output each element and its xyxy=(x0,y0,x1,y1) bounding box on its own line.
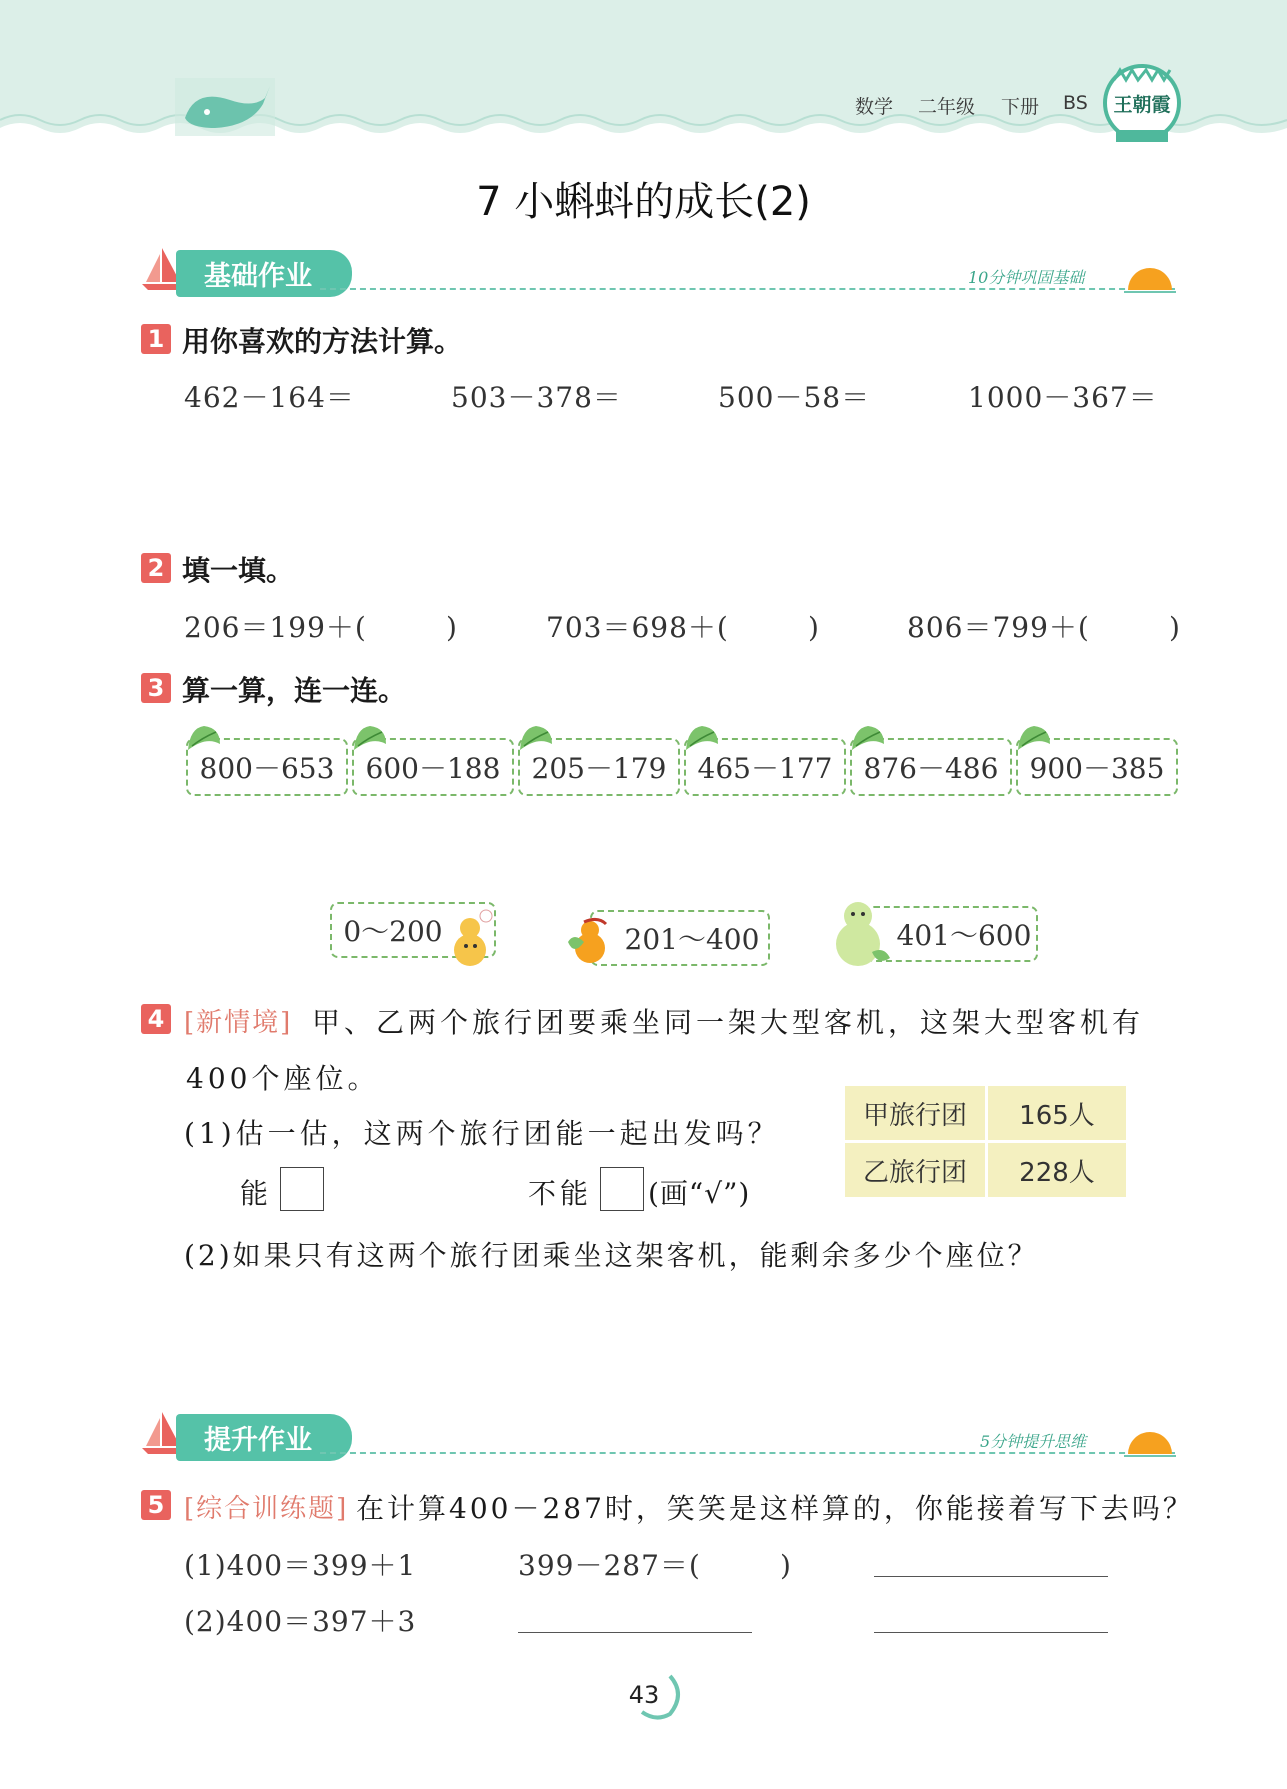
leaf-icon xyxy=(350,724,390,754)
q5-line1-step: 399－287＝( ) xyxy=(518,1549,792,1582)
q1-number: 1 xyxy=(141,324,171,354)
q1-item: 462－164＝ xyxy=(184,381,355,414)
q3-range-box[interactable] xyxy=(590,910,770,966)
header-subject: 数学 xyxy=(855,96,894,118)
section-basic-divider xyxy=(320,288,1175,290)
gourd-icon xyxy=(448,906,500,970)
q4-text-line1: 甲、乙两个旅行团要乘坐同一架大型客机，这架大型客机有 xyxy=(312,1006,1145,1039)
q1-item: 1000－367＝ xyxy=(968,381,1158,414)
q2-number: 2 xyxy=(141,553,171,583)
q4-sub1: (1)估一估，这两个旅行团能一起出发吗？ xyxy=(184,1117,780,1150)
q1-item: 500－58＝ xyxy=(718,381,871,414)
q5-tag: [综合训练题] xyxy=(184,1494,349,1524)
q5-line1-start: (1)400＝399＋1 xyxy=(184,1549,417,1582)
q5-answer-line[interactable] xyxy=(518,1632,752,1633)
q4-sub2: (2)如果只有这两个旅行团乘坐这架客机，能剩余多少个座位？ xyxy=(184,1239,1039,1272)
q4-option-no-checkbox[interactable] xyxy=(600,1167,644,1211)
sun-icon xyxy=(1124,256,1176,296)
q3-range-text: 401～600 xyxy=(896,919,1032,952)
gourd-icon xyxy=(828,892,898,972)
section-advanced-divider xyxy=(320,1452,1175,1454)
q5-answer-line[interactable] xyxy=(874,1576,1108,1577)
q3-expr-box[interactable]: 800－653 xyxy=(186,738,348,796)
page-title: 7 小蝌蚪的成长(2) xyxy=(476,179,811,225)
leaf-icon xyxy=(682,724,722,754)
q5-line2-start: (2)400＝397＋3 xyxy=(184,1605,417,1638)
q4-tag: [新情境] xyxy=(184,1008,293,1038)
q3-expr-box[interactable]: 600－188 xyxy=(352,738,514,796)
q3-title: 算一算，连一连。 xyxy=(182,674,407,707)
header-volume: 下册 xyxy=(1001,96,1040,118)
table-row xyxy=(845,1143,1126,1197)
q4-text-line2: 400个座位。 xyxy=(186,1062,380,1095)
q2-item: 206＝199＋( ) xyxy=(184,611,458,644)
q4-option-no-label: 不能 xyxy=(528,1177,593,1210)
gourd-icon xyxy=(564,912,616,968)
q5-text: 在计算400－287时，笑笑是这样算的，你能接着写下去吗？ xyxy=(356,1492,1194,1525)
q3-expr-box[interactable]: 205－179 xyxy=(518,738,680,796)
q1-item: 503－378＝ xyxy=(451,381,622,414)
whale-icon xyxy=(175,78,275,136)
header-grade: 二年级 xyxy=(918,96,976,118)
q3-expr-box[interactable]: 900－385 xyxy=(1016,738,1178,796)
table-row xyxy=(845,1086,1126,1140)
q3-expr-box[interactable]: 876－486 xyxy=(850,738,1012,796)
brand-logo xyxy=(1102,58,1182,148)
q2-item: 806＝799＋( ) xyxy=(907,611,1181,644)
table-cell-name: 甲旅行团 xyxy=(845,1086,985,1140)
q3-range-text: 0～200 xyxy=(343,915,443,948)
leaf-icon xyxy=(1014,724,1054,754)
leaf-icon xyxy=(516,724,556,754)
q3-expr-box[interactable]: 465－177 xyxy=(684,738,846,796)
section-advanced-sub: 5分钟提升思维 xyxy=(980,1432,1087,1451)
q4-group-table xyxy=(842,1083,1129,1200)
q4-option-yes-label: 能 xyxy=(240,1177,273,1210)
sun-icon xyxy=(1124,1420,1176,1460)
section-advanced-label: 提升作业 xyxy=(176,1414,352,1461)
section-basic-label: 基础作业 xyxy=(176,250,352,297)
table-cell-name: 乙旅行团 xyxy=(845,1143,985,1197)
table-cell-count: 165人 xyxy=(988,1086,1126,1140)
q3-range-text: 201～400 xyxy=(624,923,760,956)
q5-number: 5 xyxy=(141,1490,171,1520)
header-edition: BS xyxy=(1063,92,1088,114)
q2-title: 填一填。 xyxy=(182,554,295,587)
leaf-icon xyxy=(184,724,224,754)
q4-number: 4 xyxy=(141,1004,171,1034)
q1-title: 用你喜欢的方法计算。 xyxy=(182,325,463,358)
q4-option-hint: (画“√”) xyxy=(648,1177,751,1210)
leaf-icon xyxy=(848,724,888,754)
q5-answer-line[interactable] xyxy=(874,1632,1108,1633)
q3-number: 3 xyxy=(141,673,171,703)
logo-text: 王朝霞 xyxy=(1113,94,1171,116)
q2-item: 703＝698＋( ) xyxy=(546,611,820,644)
q4-option-yes-checkbox[interactable] xyxy=(280,1167,324,1211)
section-basic-sub: 10分钟巩固基础 xyxy=(968,268,1085,287)
page-number: 43 xyxy=(628,1681,660,1709)
table-cell-count: 228人 xyxy=(988,1143,1126,1197)
